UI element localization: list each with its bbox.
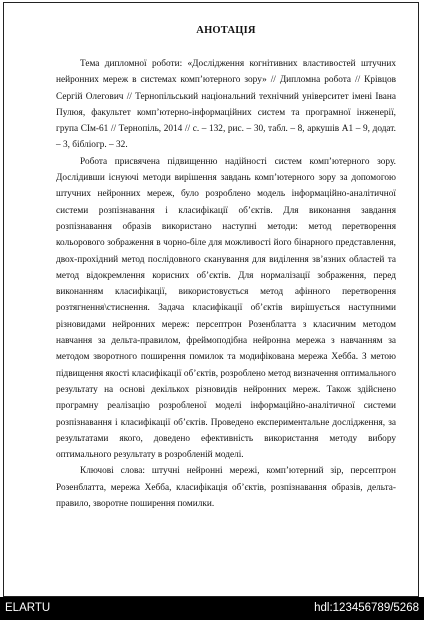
bibliographic-paragraph: Тема дипломної роботи: «Дослідження когнітивних властивостей штучних нейронних мереж в системах комп’ютерного зору» // Дипломна робота // Крівцов Сергій Олегович // Тернопільський національний технічний університет імені Івана Пулюя, факультет комп’ютерно-інформаційних систем та програмної інженерії, група СІм-61 // Тернопіль, 2014 // с. – 132, рис. – 30, табл. – 8, аркушів А1 – 9, додат. – 3, бібліогр. – 32. <box>56 59 396 151</box>
repository-name: ELARTU <box>5 602 51 614</box>
page-frame <box>3 2 419 597</box>
document-page <box>56 25 396 512</box>
page-title: АНОТАЦІЯ <box>196 25 256 36</box>
abstract-paragraph: Робота присвячена підвищенню надійності систем комп’ютерного зору. Дослідивши існуючі методи вирішення завдань комп’ютерного зору за допомогою штучних нейронних мереж, було розроблено модель інформаційно-аналітичної системи розпізнавання і класифікації об’єктів. Для виконання завдання розпізнавання образів використано наступні методи: метод перетворення кольорового зображення в чорно-біле для можливості його бінарного представлення, двох-прохідний метод послідовного сканування для виділення зв’язних областей та метод відокремлення корисних об’єктів. Для нормалізації зображення, перед виконанням класифікації, використовується метод афінного перетворення розтягнення\стиснення. Задача класифікації об’єктів вирішується наступними різновидами нейронних мереж: персептрон Розенблатта з класичним методом навчання за дельта-правилом, фреймоподібна нейронна мережа з навчанням за методом зворотного поширення помилок та модифікована мережа Хебба. З метою підвищення якості класифікації об’єктів, розроблено метод визначення оптимального результату на основі декількох різновидів нейронних мереж. Також здійснено програмну реалізацію розробленої моделі інформаційно-аналітичної системи розпізнавання і класифікації об’єктів. Проведено експериментальне дослідження, за результатами якого, доведено ефективність використання методу вибору оптимального результату в розробленій моделі. <box>56 156 396 461</box>
footer-bar <box>0 597 424 620</box>
handle-id: hdl:123456789/5268 <box>314 602 419 614</box>
keywords-paragraph: Ключові слова: штучні нейронні мережі, комп’ютерний зір, персептрон Розенблатта, мережа Хебба, класифікація об’єктів, розпізнавання образів, дельта-правило, зворотне поширення помилки. <box>56 466 396 510</box>
